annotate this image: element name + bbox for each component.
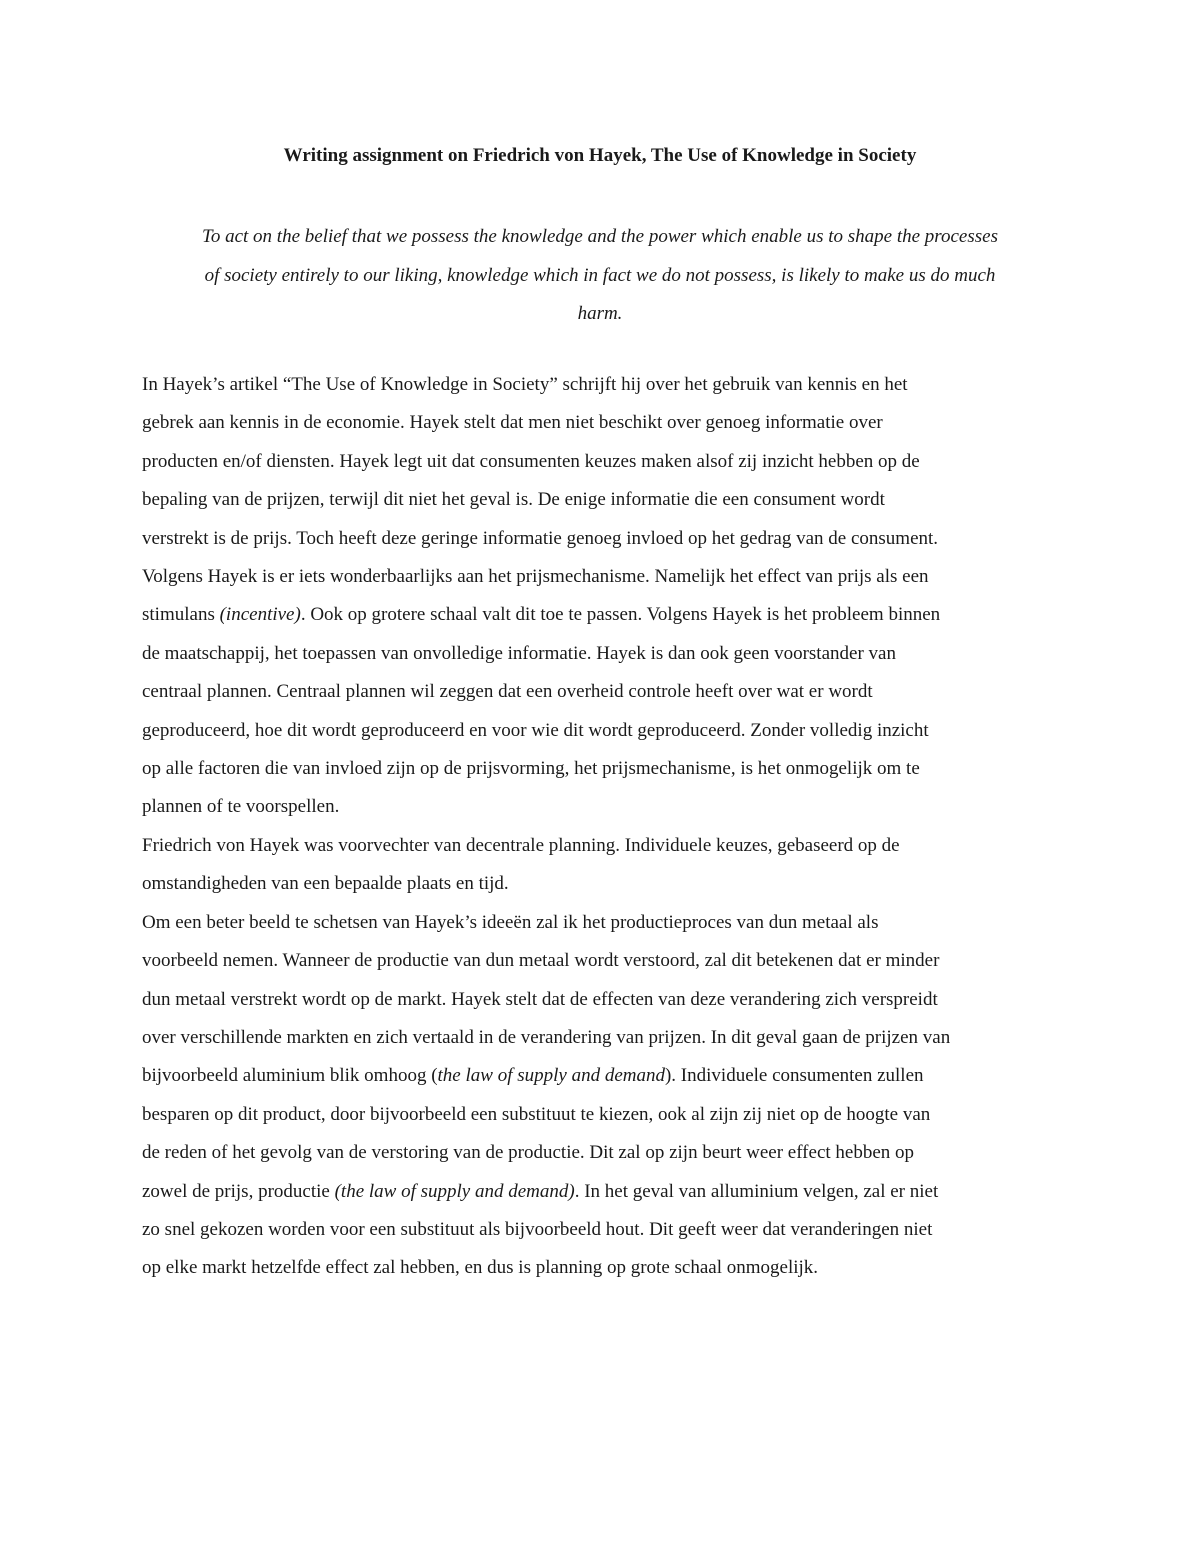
body-line: Om een beter beeld te schetsen van Hayek’s ideeën zal ik het productieproces van dun metaal als xyxy=(142,911,879,933)
italic-term: (incentive) xyxy=(219,604,301,626)
quote-line: To act on the belief that we possess the knowledge and the power which enable us to shape the processes xyxy=(202,226,998,247)
body-line: de maatschappij, het toepassen van onvolledige informatie. Hayek is dan ook geen voorstander van xyxy=(142,642,896,664)
body-line: op alle factoren die van invloed zijn op de prijsvorming, het prijsmechanisme, is het onmogelijk om te xyxy=(142,758,920,780)
epigraph-quote xyxy=(142,218,1058,334)
body-line: Friedrich von Hayek was voorvechter van decentrale planning. Individuele keuzes, gebaseerd op de xyxy=(142,834,900,856)
body-line: op elke markt hetzelfde effect zal hebben, en dus is planning op grote schaal onmogelijk. xyxy=(142,1257,819,1279)
body-line: omstandigheden van een bepaalde plaats en tijd. xyxy=(142,873,509,895)
body-line: zo snel gekozen worden voor een substituut als bijvoorbeeld hout. Dit geeft weer dat veranderingen niet xyxy=(142,1218,933,1240)
body-line: de reden of het gevolg van de verstoring van de productie. Dit zal op zijn beurt weer effect hebben op xyxy=(142,1142,915,1164)
body-line: stimulans (incentive). Ook op grotere schaal valt dit toe te passen. Volgens Hayek is het probleem binnen xyxy=(142,604,941,626)
body-line: verstrekt is de prijs. Toch heeft deze geringe informatie genoeg invloed op het gedrag van de consument. xyxy=(142,527,939,549)
body-line: geproduceerd, hoe dit wordt geproduceerd en voor wie dit wordt geproduceerd. Zonder volledig inzicht xyxy=(142,719,929,741)
document-title: Writing assignment on Friedrich von Hayek, The Use of Knowledge in Society xyxy=(283,145,917,166)
quote-line: harm. xyxy=(577,303,623,324)
body-line: Volgens Hayek is er iets wonderbaarlijks aan het prijsmechanisme. Namelijk het effect van prijs als een xyxy=(142,566,929,588)
body-line: besparen op dit product, door bijvoorbeeld een substituut te kiezen, ook al zijn zij niet op de hoogte van xyxy=(142,1103,931,1125)
body-line: bijvoorbeeld aluminium blik omhoog (the law of supply and demand). Individuele consumenten zullen xyxy=(142,1065,924,1087)
body-line: producten en/of diensten. Hayek legt uit dat consumenten keuzes maken alsof zij inzicht hebben op de xyxy=(142,450,920,472)
body-line: over verschillende markten en zich vertaald in de verandering van prijzen. In dit geval gaan de prijzen van xyxy=(142,1026,951,1048)
body-line: In Hayek’s artikel “The Use of Knowledge in Society” schrijft hij over het gebruik van kennis en het xyxy=(142,374,908,395)
body-line: plannen of te voorspellen. xyxy=(142,796,340,818)
body-line: voorbeeld nemen. Wanneer de productie van dun metaal wordt verstoord, zal dit betekenen dat er minder xyxy=(142,950,940,972)
italic-term: (the law of supply and demand) xyxy=(334,1180,575,1202)
body-line: gebrek aan kennis in de economie. Hayek stelt dat men niet beschikt over genoeg informatie over xyxy=(142,412,883,434)
quote-line: of society entirely to our liking, knowledge which in fact we do not possess, is likely to make us do much xyxy=(204,264,996,286)
body-line: bepaling van de prijzen, terwijl dit niet het geval is. De enige informatie die een consument wordt xyxy=(142,489,885,511)
body-text xyxy=(142,366,1066,1288)
body-line: centraal plannen. Centraal plannen wil zeggen dat een overheid controle heeft over wat er wordt xyxy=(142,681,873,703)
body-line: zowel de prijs, productie (the law of supply and demand). In het geval van alluminium velgen, zal er niet xyxy=(142,1180,939,1202)
body-line: dun metaal verstrekt wordt op de markt. Hayek stelt dat de effecten van deze verandering zich verspreidt xyxy=(142,988,938,1010)
italic-term: the law of supply and demand xyxy=(437,1065,665,1087)
